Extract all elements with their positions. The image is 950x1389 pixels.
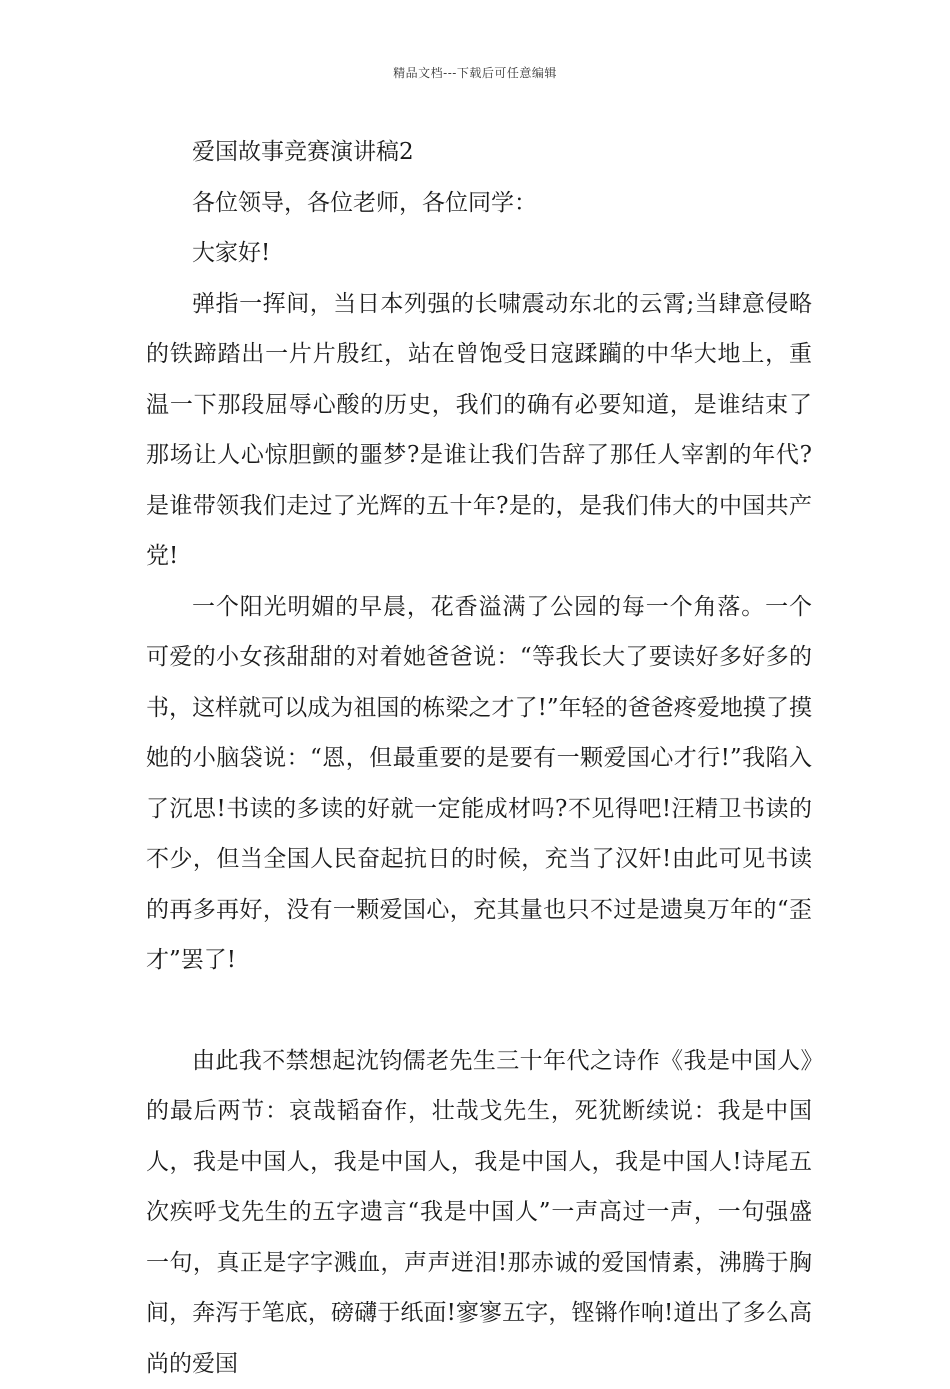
salutation: 各位领导，各位老师，各位同学： [146, 178, 812, 229]
greeting: 大家好! [146, 228, 812, 279]
page-header: 精品文档---下载后可任意编辑 [0, 64, 950, 81]
document-title: 爱国故事竞赛演讲稿2 [146, 127, 812, 178]
paragraph-3: 由此我不禁想起沈钧儒老先生三十年代之诗作《我是中国人》的最后两节：哀哉韬奋作，壮哉戈先生，死犹断续说：我是中国人，我是中国人，我是中国人，我是中国人，我是中国人!诗尾五次疾呼戈先生的五字遗言“我是中国人”一声高过一声，一句强盛一句，真正是字字溅血，声声迸泪!那赤诚的爱国情素，沸腾于胸间，奔泻于笔底，磅礴于纸面!寥寥五字，铿锵作响!道出了多么高尚的爱国 [146, 1036, 812, 1389]
paragraph-1: 弹指一挥间，当日本列强的长啸震动东北的云霄;当肆意侵略的铁蹄踏出一片片殷红，站在曾饱受日寇蹂躏的中华大地上，重温一下那段屈辱心酸的历史，我们的确有必要知道，是谁结束了那场让人心惊胆颤的噩梦?是谁让我们告辞了那任人宰割的年代?是谁带领我们走过了光辉的五十年?是的，是我们伟大的中国共产党! [146, 279, 812, 582]
paragraph-2: 一个阳光明媚的早晨，花香溢满了公园的每一个角落。一个可爱的小女孩甜甜的对着她爸爸说：“等我长大了要读好多好多的书，这样就可以成为祖国的栋梁之才了!”年轻的爸爸疼爱地摸了摸她的小脑袋说：“恩，但最重要的是要有一颗爱国心才行!”我陷入了沉思!书读的多读的好就一定能成材吗?不见得吧!汪精卫书读的不少，但当全国人民奋起抗日的时候，充当了汉奸!由此可见书读的再多再好，没有一颗爱国心，充其量也只不过是遗臭万年的“歪才”罢了! [146, 582, 812, 986]
document-body [146, 127, 812, 1389]
